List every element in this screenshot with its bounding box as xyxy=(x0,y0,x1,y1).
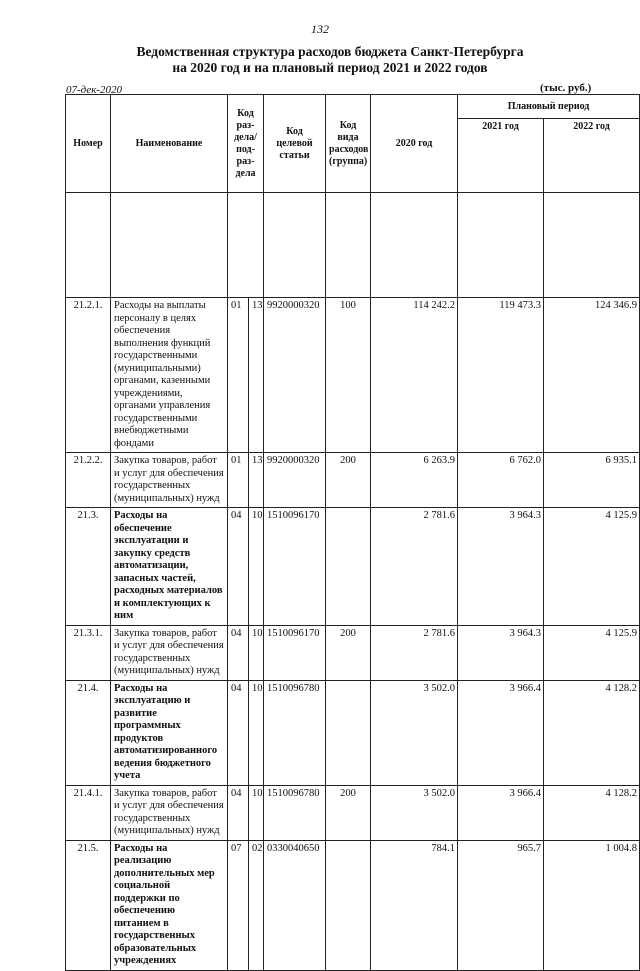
header-expense-type: Код вида расходов (группа) xyxy=(326,95,371,193)
row-subsection-code: 10 xyxy=(249,785,264,840)
row-name: Расходы на выплаты персоналу в целях обеспечения выполнения функций государственными (муниципальными) органами, казенными учреждениями, органами управления государственными внебюджетными фондами xyxy=(111,298,228,453)
page-title xyxy=(120,44,540,76)
row-expense-type xyxy=(326,840,371,970)
row-value-2022: 4 125.9 xyxy=(544,508,640,626)
row-number: 21.3.1. xyxy=(66,625,111,680)
title-line-2: на 2020 год и на плановый период 2021 и 2022 годов xyxy=(172,60,488,75)
row-expense-type: 200 xyxy=(326,785,371,840)
header-target: Код целевой статьи xyxy=(264,95,326,193)
header-section: Код раз-дела/ под-раз-дела xyxy=(228,95,264,193)
row-expense-type: 100 xyxy=(326,298,371,453)
row-section-code: 04 xyxy=(228,680,249,785)
table-body xyxy=(66,298,640,971)
table-row xyxy=(66,625,640,680)
row-name: Закупка товаров, работ и услуг для обеспечения государственных (муниципальных) нужд xyxy=(111,785,228,840)
header-2022: 2022 год xyxy=(544,119,640,193)
row-expense-type xyxy=(326,680,371,785)
row-section-code: 04 xyxy=(228,785,249,840)
row-value-2022: 4 128.2 xyxy=(544,680,640,785)
row-target-code: 1510096780 xyxy=(264,785,326,840)
table-row xyxy=(66,785,640,840)
row-name: Расходы на эксплуатацию и развитие программных продуктов автоматизированного ведения бюджетного учета xyxy=(111,680,228,785)
row-value-2021: 3 966.4 xyxy=(458,680,544,785)
row-section-code: 01 xyxy=(228,298,249,453)
row-name: Закупка товаров, работ и услуг для обеспечения государственных (муниципальных) нужд xyxy=(111,453,228,508)
report-date: 07-дек-2020 xyxy=(66,84,123,96)
row-expense-type xyxy=(326,508,371,626)
row-value-2022: 124 346.9 xyxy=(544,298,640,453)
row-target-code: 1510096170 xyxy=(264,625,326,680)
row-value-2020: 3 502.0 xyxy=(371,680,458,785)
row-target-code: 9920000320 xyxy=(264,298,326,453)
row-number: 21.4. xyxy=(66,680,111,785)
budget-table xyxy=(65,94,640,971)
row-expense-type: 200 xyxy=(326,453,371,508)
row-value-2020: 6 263.9 xyxy=(371,453,458,508)
table-row xyxy=(66,298,640,453)
header-spacer-row xyxy=(66,193,640,298)
table-row xyxy=(66,680,640,785)
table-row xyxy=(66,508,640,626)
row-value-2021: 6 762.0 xyxy=(458,453,544,508)
row-section-code: 07 xyxy=(228,840,249,970)
row-number: 21.2.1. xyxy=(66,298,111,453)
row-subsection-code: 13 xyxy=(249,453,264,508)
row-value-2022: 6 935.1 xyxy=(544,453,640,508)
row-subsection-code: 10 xyxy=(249,680,264,785)
row-section-code: 04 xyxy=(228,508,249,626)
row-value-2021: 3 964.3 xyxy=(458,508,544,626)
row-subsection-code: 13 xyxy=(249,298,264,453)
row-value-2020: 2 781.6 xyxy=(371,508,458,626)
row-name: Расходы на реализацию дополнительных мер социальной поддержки по обеспечению питанием в государственных образовательных учреждениях xyxy=(111,840,228,970)
row-number: 21.4.1. xyxy=(66,785,111,840)
table-row xyxy=(66,840,640,970)
row-number: 21.3. xyxy=(66,508,111,626)
row-value-2020: 3 502.0 xyxy=(371,785,458,840)
row-expense-type: 200 xyxy=(326,625,371,680)
row-value-2021: 3 964.3 xyxy=(458,625,544,680)
page-number: 132 xyxy=(311,22,329,36)
row-value-2021: 3 966.4 xyxy=(458,785,544,840)
header-2020: 2020 год xyxy=(371,95,458,193)
units-label: (тыс. руб.) xyxy=(540,82,592,94)
header-planned-period: Плановый период xyxy=(458,95,640,119)
row-value-2020: 784.1 xyxy=(371,840,458,970)
row-section-code: 01 xyxy=(228,453,249,508)
header-number: Номер xyxy=(66,95,111,193)
row-subsection-code: 10 xyxy=(249,625,264,680)
row-name: Расходы на обеспечение эксплуатации и закупку средств автоматизации, запасных частей, расходных материалов и комплектующих к ним xyxy=(111,508,228,626)
row-value-2022: 4 125.9 xyxy=(544,625,640,680)
title-line-1: Ведомственная структура расходов бюджета Санкт-Петербурга xyxy=(136,44,524,59)
row-target-code: 0330040650 xyxy=(264,840,326,970)
row-value-2022: 1 004.8 xyxy=(544,840,640,970)
row-number: 21.2.2. xyxy=(66,453,111,508)
header-2021: 2021 год xyxy=(458,119,544,193)
row-subsection-code: 02 xyxy=(249,840,264,970)
row-value-2022: 4 128.2 xyxy=(544,785,640,840)
row-subsection-code: 10 xyxy=(249,508,264,626)
row-number: 21.5. xyxy=(66,840,111,970)
row-value-2021: 119 473.3 xyxy=(458,298,544,453)
row-target-code: 1510096780 xyxy=(264,680,326,785)
row-value-2020: 114 242.2 xyxy=(371,298,458,453)
row-value-2021: 965.7 xyxy=(458,840,544,970)
row-section-code: 04 xyxy=(228,625,249,680)
row-name: Закупка товаров, работ и услуг для обеспечения государственных (муниципальных) нужд xyxy=(111,625,228,680)
row-target-code: 9920000320 xyxy=(264,453,326,508)
header-name: Наименование xyxy=(111,95,228,193)
row-target-code: 1510096170 xyxy=(264,508,326,626)
row-value-2020: 2 781.6 xyxy=(371,625,458,680)
table-row xyxy=(66,453,640,508)
